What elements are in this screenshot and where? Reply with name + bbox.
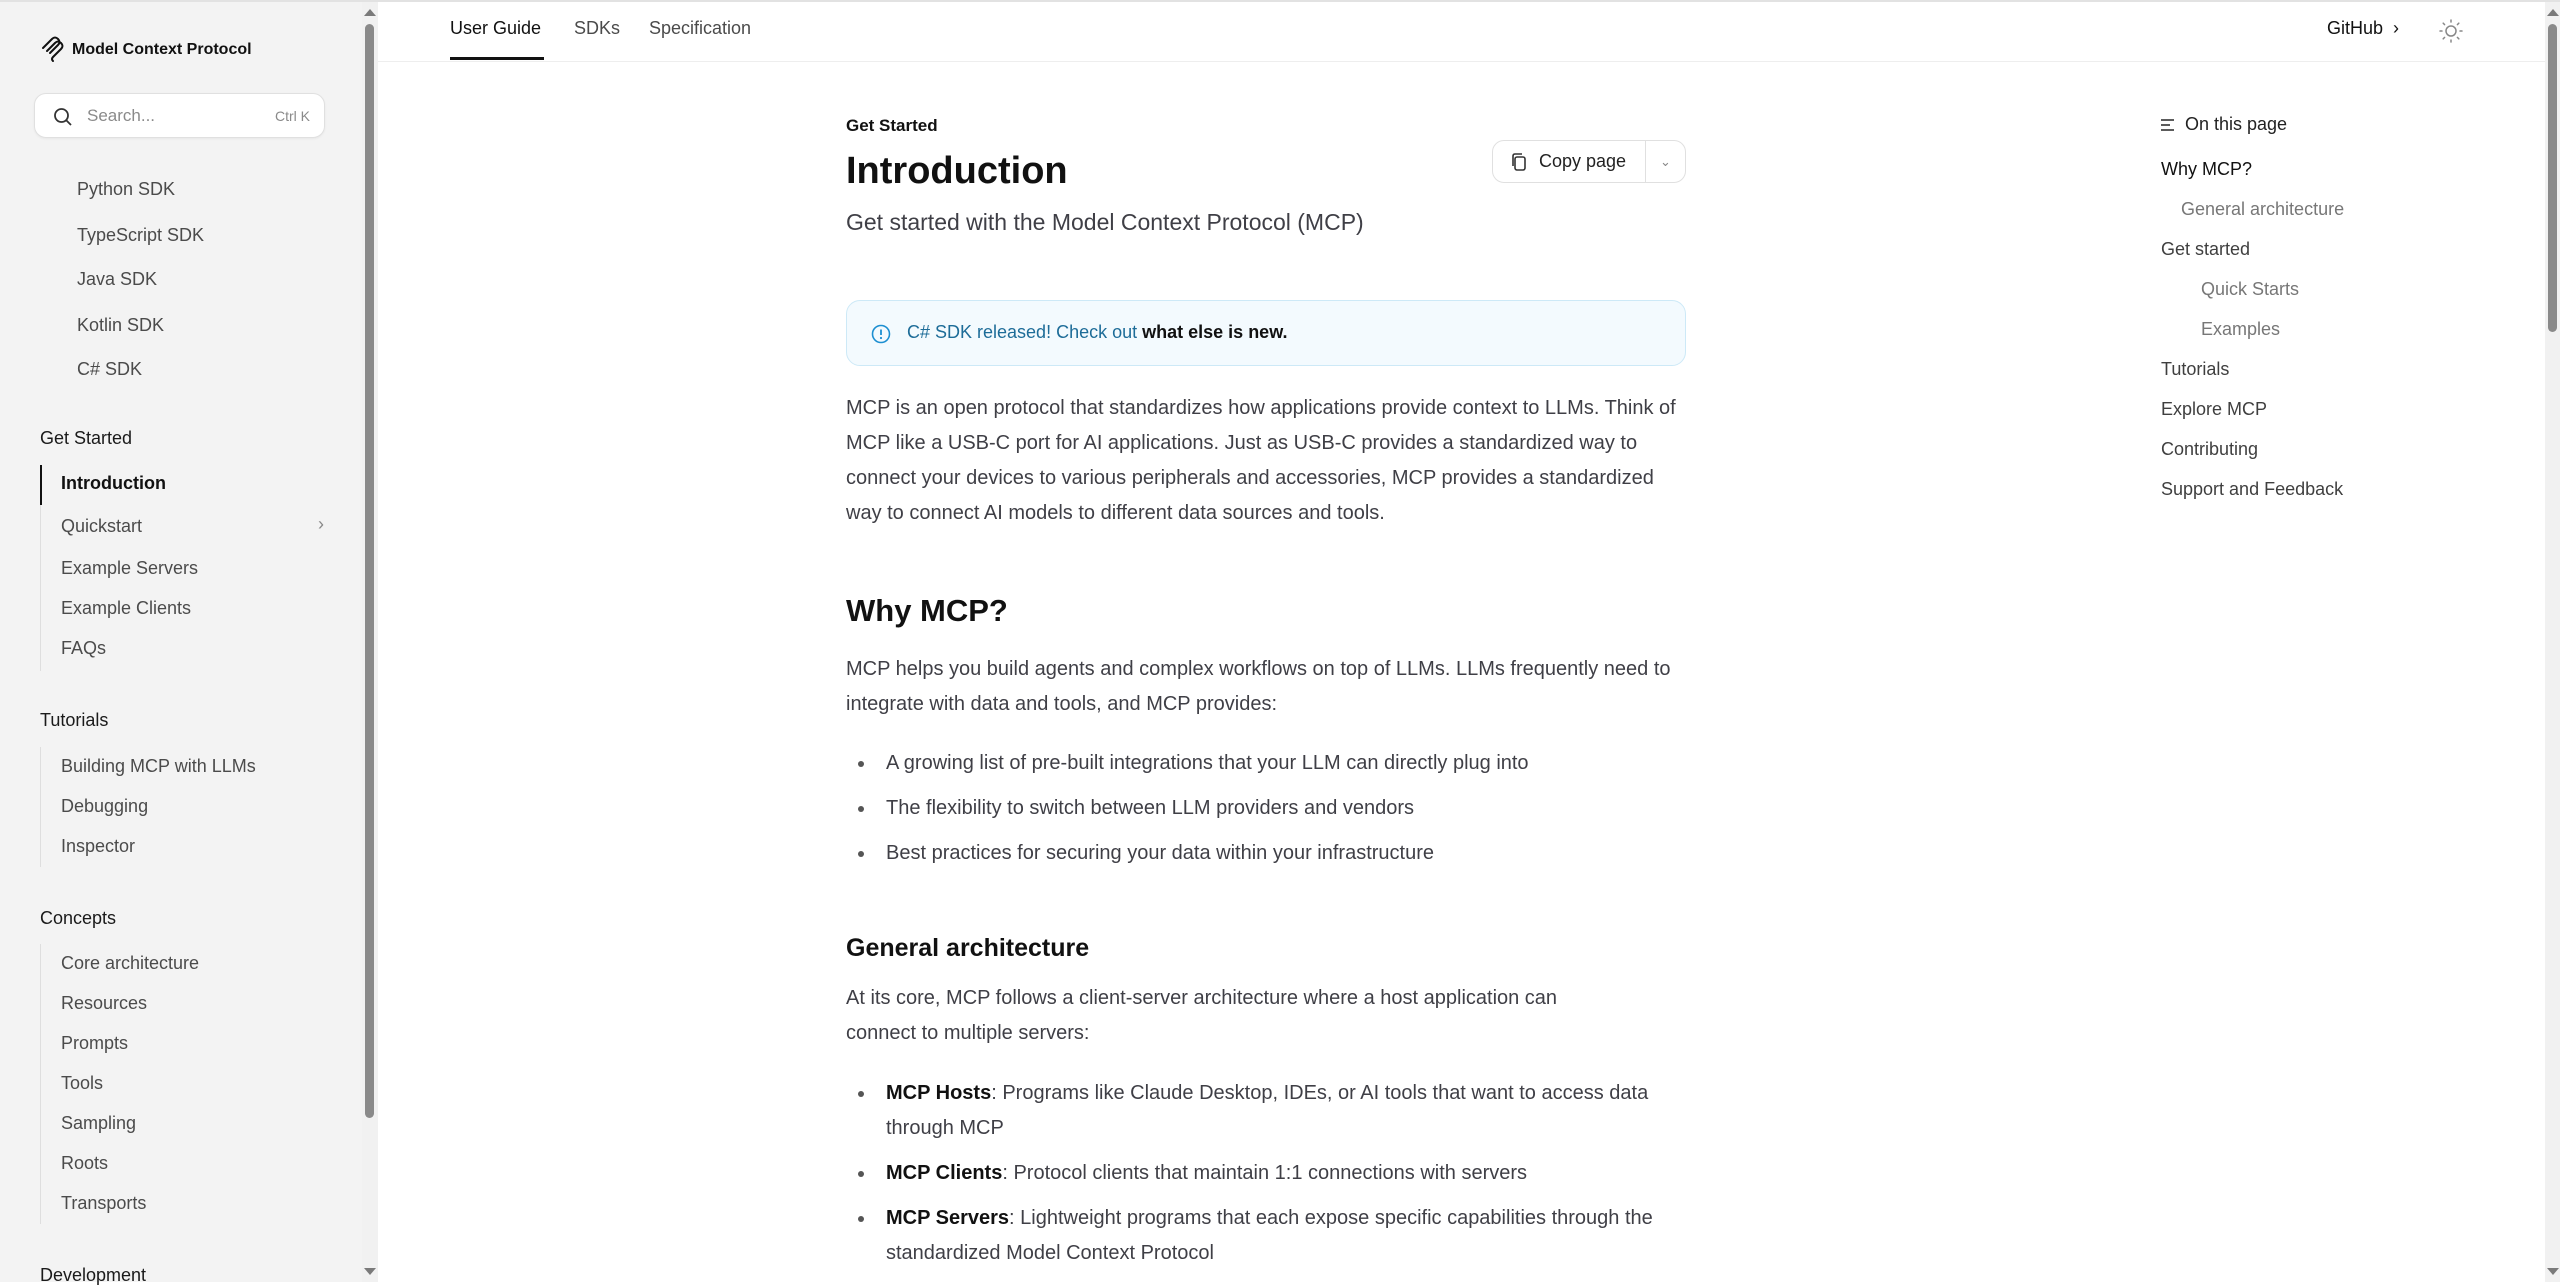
- sidebar-item-resources[interactable]: Resources: [61, 993, 148, 1013]
- search-shortcut: Ctrl K: [275, 108, 310, 124]
- description: : Programs like Claude Desktop, IDEs, or AI tools that want to access data through MCP: [886, 1082, 1649, 1139]
- sidebar: [0, 2, 362, 1285]
- copy-icon: [1509, 152, 1529, 172]
- brand-logo[interactable]: [40, 36, 252, 64]
- sidebar-item-tools[interactable]: Tools: [61, 1073, 104, 1093]
- heading-why-mcp: Why MCP?: [846, 593, 1008, 628]
- sidebar-group-guide: [40, 944, 41, 1224]
- callout-message: C# SDK released! Check out: [907, 322, 1138, 342]
- toc-item-general-architecture[interactable]: General architecture: [2181, 199, 2345, 219]
- list-item: [846, 1201, 1686, 1271]
- toc-title: On this page: [2185, 114, 2288, 134]
- sidebar-item-typescript-sdk[interactable]: TypeScript SDK: [77, 225, 205, 245]
- scroll-up-arrow-icon[interactable]: [364, 9, 376, 16]
- active-tab-underline: [450, 57, 544, 60]
- why-paragraph: MCP helps you build agents and complex workflows on top of LLMs. LLMs frequently need to integrate with data and tools, and MCP provides:: [846, 658, 1671, 715]
- toc-item-tutorials[interactable]: Tutorials: [2161, 359, 2230, 379]
- chevron-right-icon[interactable]: ›: [318, 514, 324, 534]
- announcement-callout: [846, 300, 1686, 366]
- sidebar-item-quickstart[interactable]: Quickstart: [61, 516, 143, 536]
- sidebar-item-example-servers[interactable]: Example Servers: [61, 558, 199, 578]
- toc-item-why-mcp[interactable]: Why MCP?: [2161, 159, 2253, 179]
- sidebar-group-development: Development: [40, 1265, 147, 1285]
- active-indicator: [40, 465, 42, 505]
- tab-specification[interactable]: Specification: [649, 18, 752, 38]
- tab-user-guide[interactable]: User Guide: [450, 18, 542, 38]
- theme-toggle-sun-icon[interactable]: [2439, 19, 2463, 43]
- sidebar-item-csharp-sdk[interactable]: C# SDK: [77, 359, 143, 379]
- page-subtitle: Get started with the Model Context Protocol (MCP): [846, 209, 1364, 235]
- mcp-logo-icon: [40, 36, 66, 64]
- copy-page-button[interactable]: [1492, 140, 1686, 183]
- toc-item-explore-mcp[interactable]: Explore MCP: [2161, 399, 2268, 419]
- copy-page-label: Copy page: [1539, 151, 1627, 171]
- list-item: Best practices for securing your data within your infrastructure: [846, 836, 1686, 871]
- sidebar-item-java-sdk[interactable]: Java SDK: [77, 269, 158, 289]
- sidebar-item-building-mcp[interactable]: Building MCP with LLMs: [61, 756, 256, 776]
- search-icon: [53, 107, 73, 127]
- description: : Protocol clients that maintain 1:1 connections with servers: [1002, 1162, 1528, 1184]
- architecture-paragraph: At its core, MCP follows a client-server architecture where a host application can connect to multiple servers:: [846, 987, 1558, 1044]
- sidebar-group-concepts: Concepts: [40, 908, 117, 928]
- toc-item-examples[interactable]: Examples: [2201, 319, 2281, 339]
- brand-name: Model Context Protocol: [72, 41, 252, 58]
- scroll-down-arrow-icon[interactable]: [2547, 1268, 2559, 1275]
- intro-paragraph: MCP is an open protocol that standardizes how applications provide context to LLMs. Think of MCP like a USB-C port for AI applications. Just as USB-C provides a standardized way to connect your devices to various peripherals and accessories, MCP provides a standardized way to connect AI models to different data sources and tools.: [846, 397, 1676, 524]
- toc-item-quick-starts[interactable]: Quick Starts: [2201, 279, 2300, 299]
- list-icon: [2161, 119, 2175, 131]
- sidebar-item-introduction[interactable]: Introduction: [61, 473, 166, 493]
- search-placeholder: Search...: [87, 106, 156, 125]
- scroll-down-arrow-icon[interactable]: [364, 1268, 376, 1275]
- list-item: The flexibility to switch between LLM providers and vendors: [846, 791, 1686, 826]
- tab-sdks[interactable]: SDKs: [574, 18, 621, 38]
- sidebar-item-core-architecture[interactable]: Core architecture: [61, 953, 200, 973]
- heading-general-architecture: General architecture: [846, 934, 1090, 962]
- sidebar-item-python-sdk[interactable]: Python SDK: [77, 179, 176, 199]
- page-eyebrow: Get Started: [846, 116, 938, 135]
- why-bullet-list: [846, 746, 1686, 871]
- sidebar-item-sampling[interactable]: Sampling: [61, 1113, 137, 1133]
- list-item: A growing list of pre-built integrations that your LLM can directly plug into: [846, 746, 1686, 781]
- sidebar-item-transports[interactable]: Transports: [61, 1193, 147, 1213]
- term: MCP Hosts: [886, 1082, 992, 1104]
- chevron-right-icon: ›: [2393, 18, 2400, 38]
- architecture-bullet-list: [846, 1076, 1686, 1271]
- description: : Lightweight programs that each expose specific capabilities through the standardized Model Context Protocol: [886, 1207, 1653, 1264]
- sidebar-item-faqs[interactable]: FAQs: [61, 638, 107, 658]
- search-input[interactable]: [34, 93, 325, 138]
- toc-item-support-feedback[interactable]: Support and Feedback: [2161, 479, 2344, 499]
- term: MCP Servers: [886, 1207, 1010, 1229]
- sidebar-item-inspector[interactable]: Inspector: [61, 836, 136, 856]
- sidebar-item-example-clients[interactable]: Example Clients: [61, 598, 192, 618]
- toc-item-contributing[interactable]: Contributing: [2161, 439, 2259, 459]
- term: MCP Clients: [886, 1162, 1003, 1184]
- sidebar-item-debugging[interactable]: Debugging: [61, 796, 149, 816]
- page-title: Introduction: [846, 150, 1068, 192]
- sidebar-group-guide: [40, 747, 41, 867]
- scroll-up-arrow-icon[interactable]: [2547, 9, 2559, 16]
- sidebar-group-tutorials: Tutorials: [40, 710, 109, 730]
- toc-item-get-started[interactable]: Get started: [2161, 239, 2251, 259]
- sidebar-item-roots[interactable]: Roots: [61, 1153, 109, 1173]
- list-item: [846, 1076, 1686, 1146]
- page-scrollbar-thumb[interactable]: [2548, 24, 2557, 332]
- callout-text: [907, 322, 1288, 343]
- sidebar-scrollbar-thumb[interactable]: [365, 24, 374, 1118]
- github-link[interactable]: [2327, 18, 2399, 39]
- github-label: GitHub: [2327, 18, 2384, 38]
- sidebar-item-kotlin-sdk[interactable]: Kotlin SDK: [77, 315, 165, 335]
- list-item: [846, 1156, 1686, 1191]
- callout-link[interactable]: what else is new.: [1142, 322, 1288, 342]
- sidebar-item-prompts[interactable]: Prompts: [61, 1033, 129, 1053]
- toc-header: [2161, 114, 2287, 135]
- sidebar-group-get-started: Get Started: [40, 428, 133, 448]
- info-icon: [871, 324, 891, 344]
- chevron-down-icon[interactable]: ⌄: [1660, 153, 1671, 169]
